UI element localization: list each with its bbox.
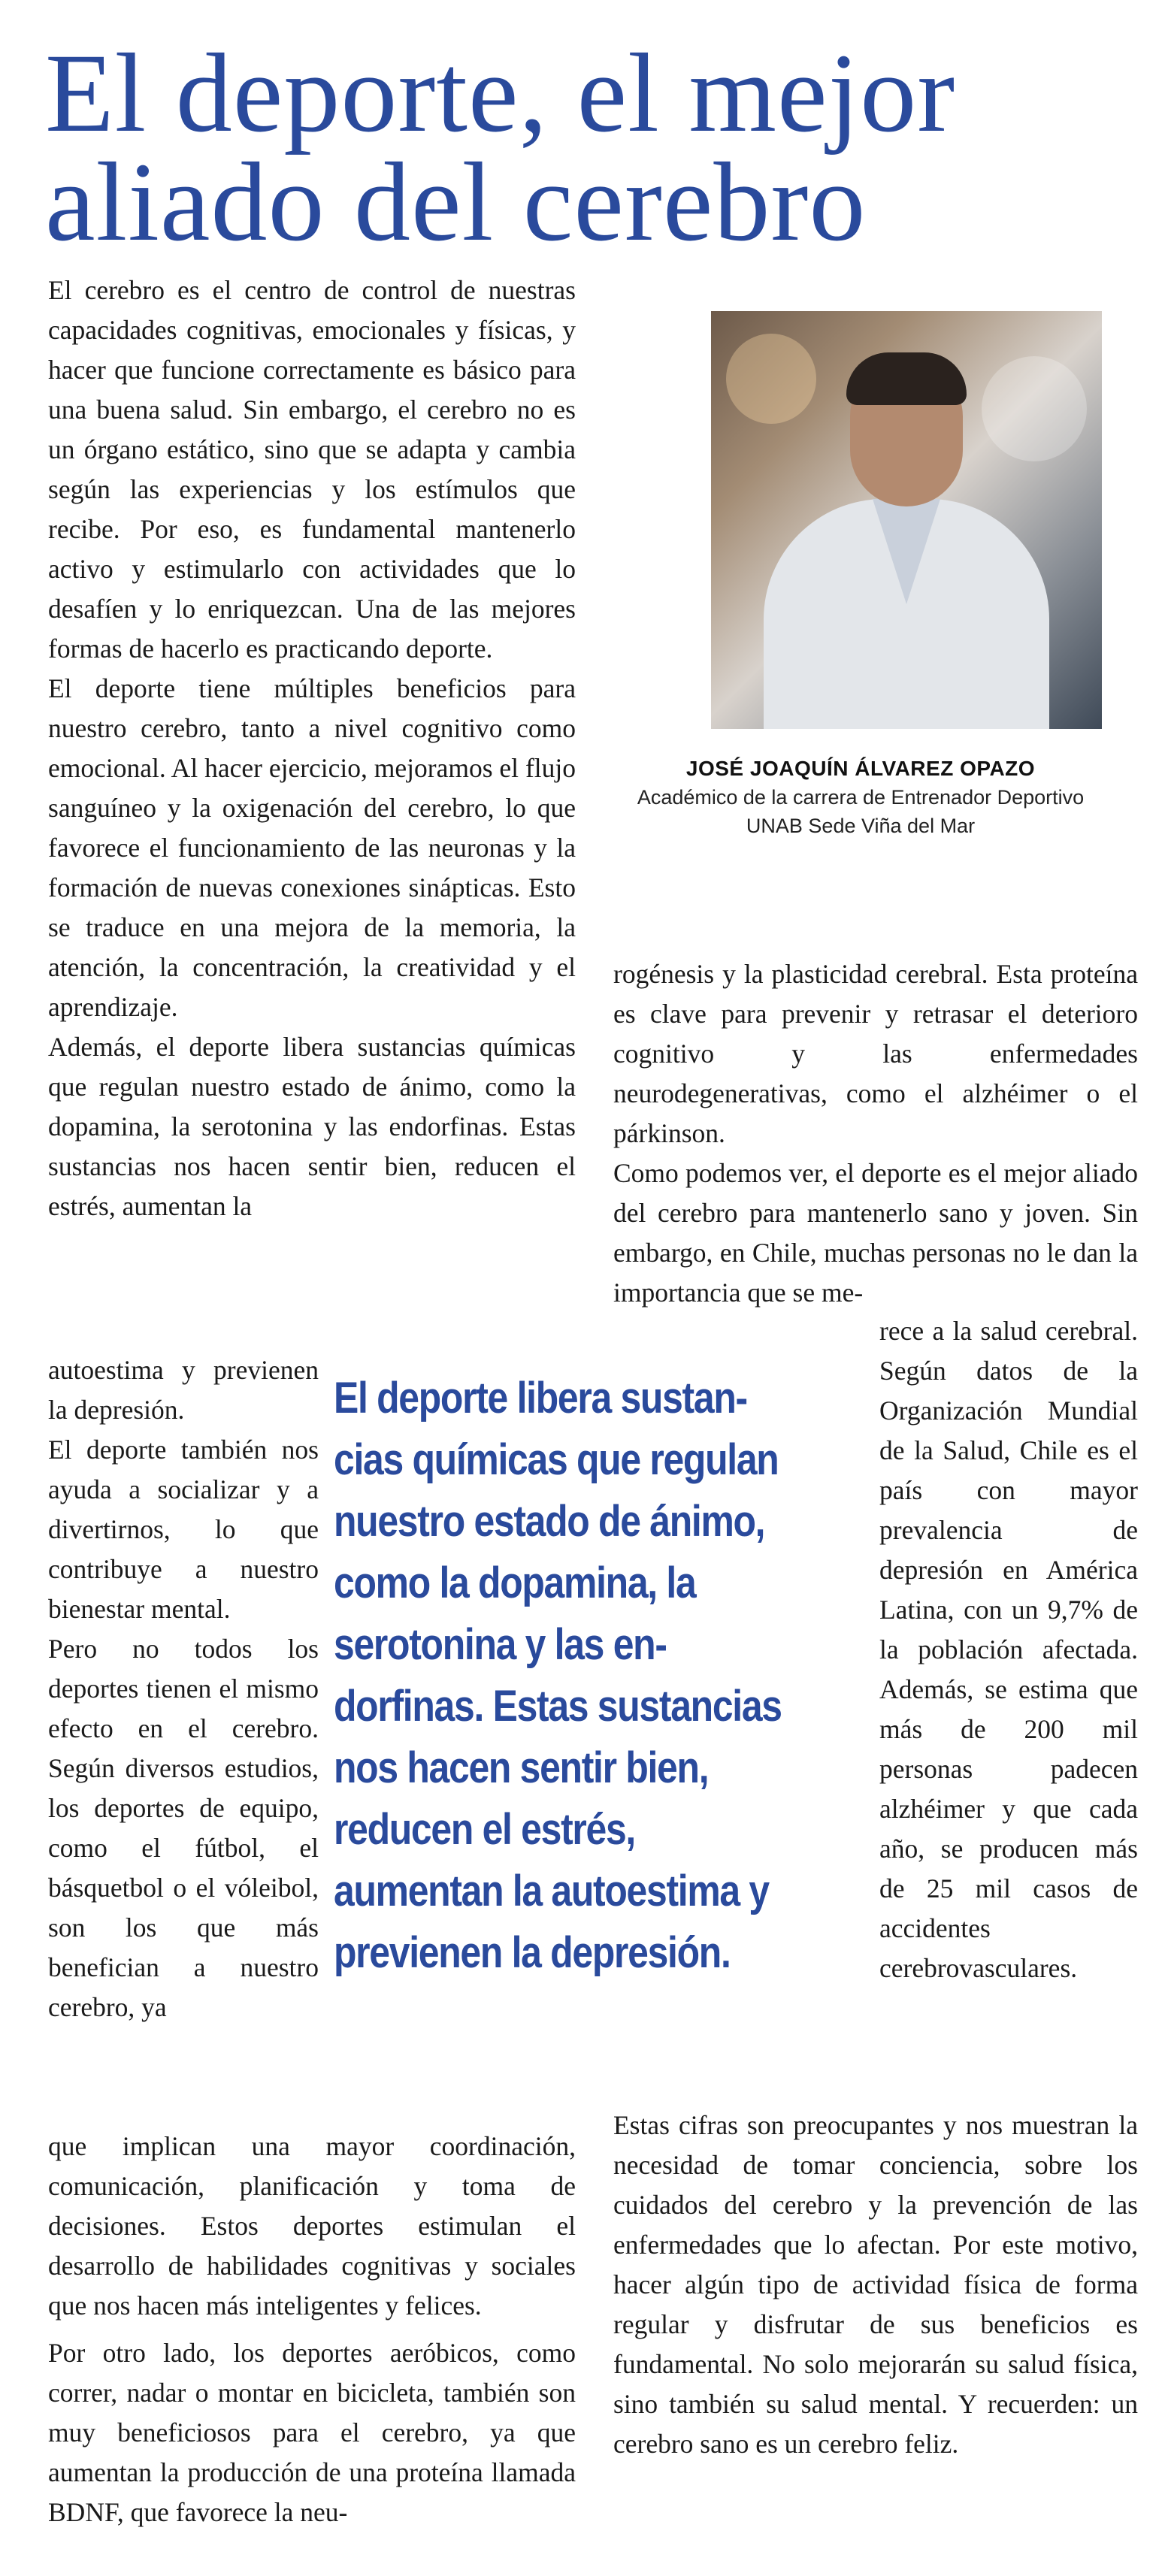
- author-name: JOSÉ JOAQUÍN ÁLVAREZ OPAZO: [685, 757, 1036, 780]
- paragraph: El deporte tiene múltiples beneficios para nuestro cerebro, tanto a nivel cognitivo como emocional. Al hacer ejercicio, mejoramos el flujo sanguíneo y la oxigenación del cerebro, lo que favorece el funcionamiento de las neuronas y la formación de nuevas conexiones sinápticas. Esto se traduce en una mejora de la memoria, la atención, la concentración, la creatividad y el aprendizaje.: [48, 673, 576, 1022]
- paragraph: El cerebro es el centro de control de nuestras capacidades cognitivas, emocionales y físicas, y hacer que funcione correctamente es básico para una buena salud. Sin embargo, el cerebro no es un órgano estático, sino que se adapta y cambia según las experiencias y los estímulos que recibe. Por eso, es fundamental mantenerlo activo y estimularlo con actividades que lo desafíen y lo enriquezcan. Una de las mejores formas de hacerlo es practicando deporte.: [48, 275, 576, 664]
- pull-quote: El deporte libera sustancias químicas que regulan nuestro estado de ánimo, como la dopamina, la serotonina y las endorfinas. Estas sustancias nos hacen sentir bien, reducen el estrés, aumentan la autoestima y previenen la depresión.: [334, 1374, 782, 1977]
- left-column-narrow: [48, 1350, 319, 2027]
- paragraph: que implican una mayor coordinación, comunicación, planificación y toma de decisiones. Estos deportes estimulan el desarrollo de habilidades cognitivas y sociales que nos hacen más inteligentes y felices.: [48, 2131, 576, 2321]
- paragraph: Pero no todos los deportes tienen el mismo efecto en el cerebro. Según diversos estudios, los deportes de equipo, como el fútbol, el básquetbol o el vóleibol, son los que más benefician a nuestro cerebro, ya: [48, 1634, 319, 2022]
- left-column-top: [48, 271, 576, 1226]
- paragraph: Como podemos ver, el deporte es el mejor aliado del cerebro para mantenerlo sano y joven. Sin embargo, en Chile, muchas personas no le dan la importancia que se me-: [613, 1158, 1138, 1308]
- author-role: Académico de la carrera de Entrenador Deportivo: [637, 786, 1085, 809]
- author-photo: [711, 311, 1102, 729]
- paragraph: autoestima y previenen la depresión.: [48, 1355, 319, 1425]
- left-column-bottom: [48, 2127, 576, 2532]
- article-title: [45, 31, 1142, 265]
- paragraph: El deporte también nos ayuda a socializar y a divertirnos, lo que contribuye a nuestro bienestar mental.: [48, 1435, 319, 1624]
- paragraph: rogénesis y la plasticidad cerebral. Esta proteína es clave para prevenir y retrasar el deterioro cognitivo y las enfermedades neurodegenerativas, como el alzhéimer o el párkinson.: [613, 959, 1138, 1148]
- author-caption: [601, 754, 1120, 840]
- paragraph: Por otro lado, los deportes aeróbicos, como correr, nadar o montar en bicicleta, también son muy beneficiosos para el cerebro, ya que aumentan la producción de una proteína llamada BDNF, que favorece la neu-: [48, 2338, 576, 2527]
- right-column-narrow: [879, 1311, 1138, 1988]
- title-line-1: El deporte, el mejor: [45, 31, 956, 156]
- paragraph: Estas cifras son preocupantes y nos muestran la necesidad de tomar conciencia, sobre los cuidados del cerebro y la prevención de las enfermedades que lo afectan. Por este motivo, hacer algún tipo de actividad física de forma regular y disfrutar de sus beneficios es fundamental. No solo mejorarán su salud física, sino también su salud mental. Y recuerden: un cerebro sano es un cerebro feliz.: [613, 2110, 1138, 2459]
- author-affiliation: UNAB Sede Viña del Mar: [746, 815, 976, 837]
- right-column-top: [613, 954, 1138, 1313]
- right-column-bottom: [613, 2106, 1138, 2464]
- paragraph: Además, el deporte libera sustancias químicas que regulan nuestro estado de ánimo, como la dopamina, la serotonina y las endorfinas. Estas sustancias nos hacen sentir bien, reducen el estrés, aumentan la: [48, 1032, 576, 1221]
- title-line-2: aliado del cerebro: [45, 140, 867, 265]
- paragraph: rece a la salud cerebral. Según datos de la Organización Mundial de la Salud, Chile es el país con mayor prevalencia de depresión en América Latina, con un 9,7% de la población afectada. Además, se estima que más de 200 mil personas padecen alzhéimer y que cada año, se producen más de 25 mil casos de accidentes cerebrovasculares.: [879, 1316, 1138, 1983]
